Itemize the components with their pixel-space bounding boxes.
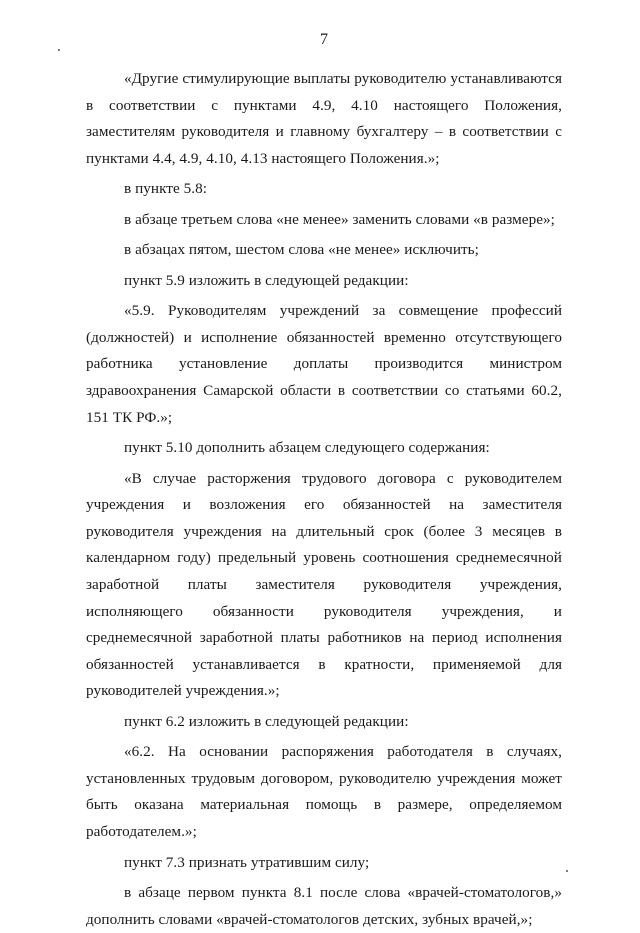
document-body [86,66,562,933]
paragraph: пункт 5.9 изложить в следующей редакции: [124,271,409,289]
paragraph: в абзаце первом пункта 8.1 после слова «врачей-стоматологов,» дополнить словами «врачей-стоматологов детских, зубных врачей,»; [86,884,562,928]
paragraph: «В случае расторжения трудового договора с руководителем учреждения и возложения его обязанностей на заместителя руководителя учреждения на длительный срок (более 3 месяцев в календарном году) предельный уровень соотношения среднемесячной заработной платы заместителя руководителя учреждения, исполняющего обязанности руководителя учреждения, и среднемесячной заработной платы работников на период исполнения обязанностей устанавливается в кратности, применяемой для руководителей учреждения.»; [86,469,562,700]
page-number: 7 [320,31,328,48]
paragraph: в абзаце третьем слова «не менее» заменить словами «в размере»; [124,210,555,228]
paragraph: пункт 6.2 изложить в следующей редакции: [124,712,409,730]
paragraph: пункт 5.10 дополнить абзацем следующего содержания: [124,439,490,457]
scan-speck [58,49,60,51]
paragraph: «6.2. На основании распоряжения работодателя в случаях, установленных трудовым договором, руководителю учреждения может быть оказана материальная помощь в размере, определяемом работодателем.»; [86,743,562,841]
scan-speck [566,870,568,872]
paragraph: пункт 7.3 признать утратившим силу; [124,853,370,871]
paragraph: в пункте 5.8: [124,180,208,198]
paragraph: «Другие стимулирующие выплаты руководителю устанавливаются в соответствии с пунктами 4.9, 4.10 настоящего Положения, заместителям руководителя и главному бухгалтеру – в соответствии с пунктами 4.4, 4.9, 4.10, 4.13 настоящего Положения.»; [86,70,562,167]
paragraph: «5.9. Руководителям учреждений за совмещение профессий (должностей) и исполнение обязанностей временно отсутствующего работника установление доплаты производится министром здравоохранения Самарской области в соответствии со статьями 60.2, 151 ТК РФ.»; [86,302,562,426]
paragraph: в абзацах пятом, шестом слова «не менее» исключить; [124,241,479,259]
